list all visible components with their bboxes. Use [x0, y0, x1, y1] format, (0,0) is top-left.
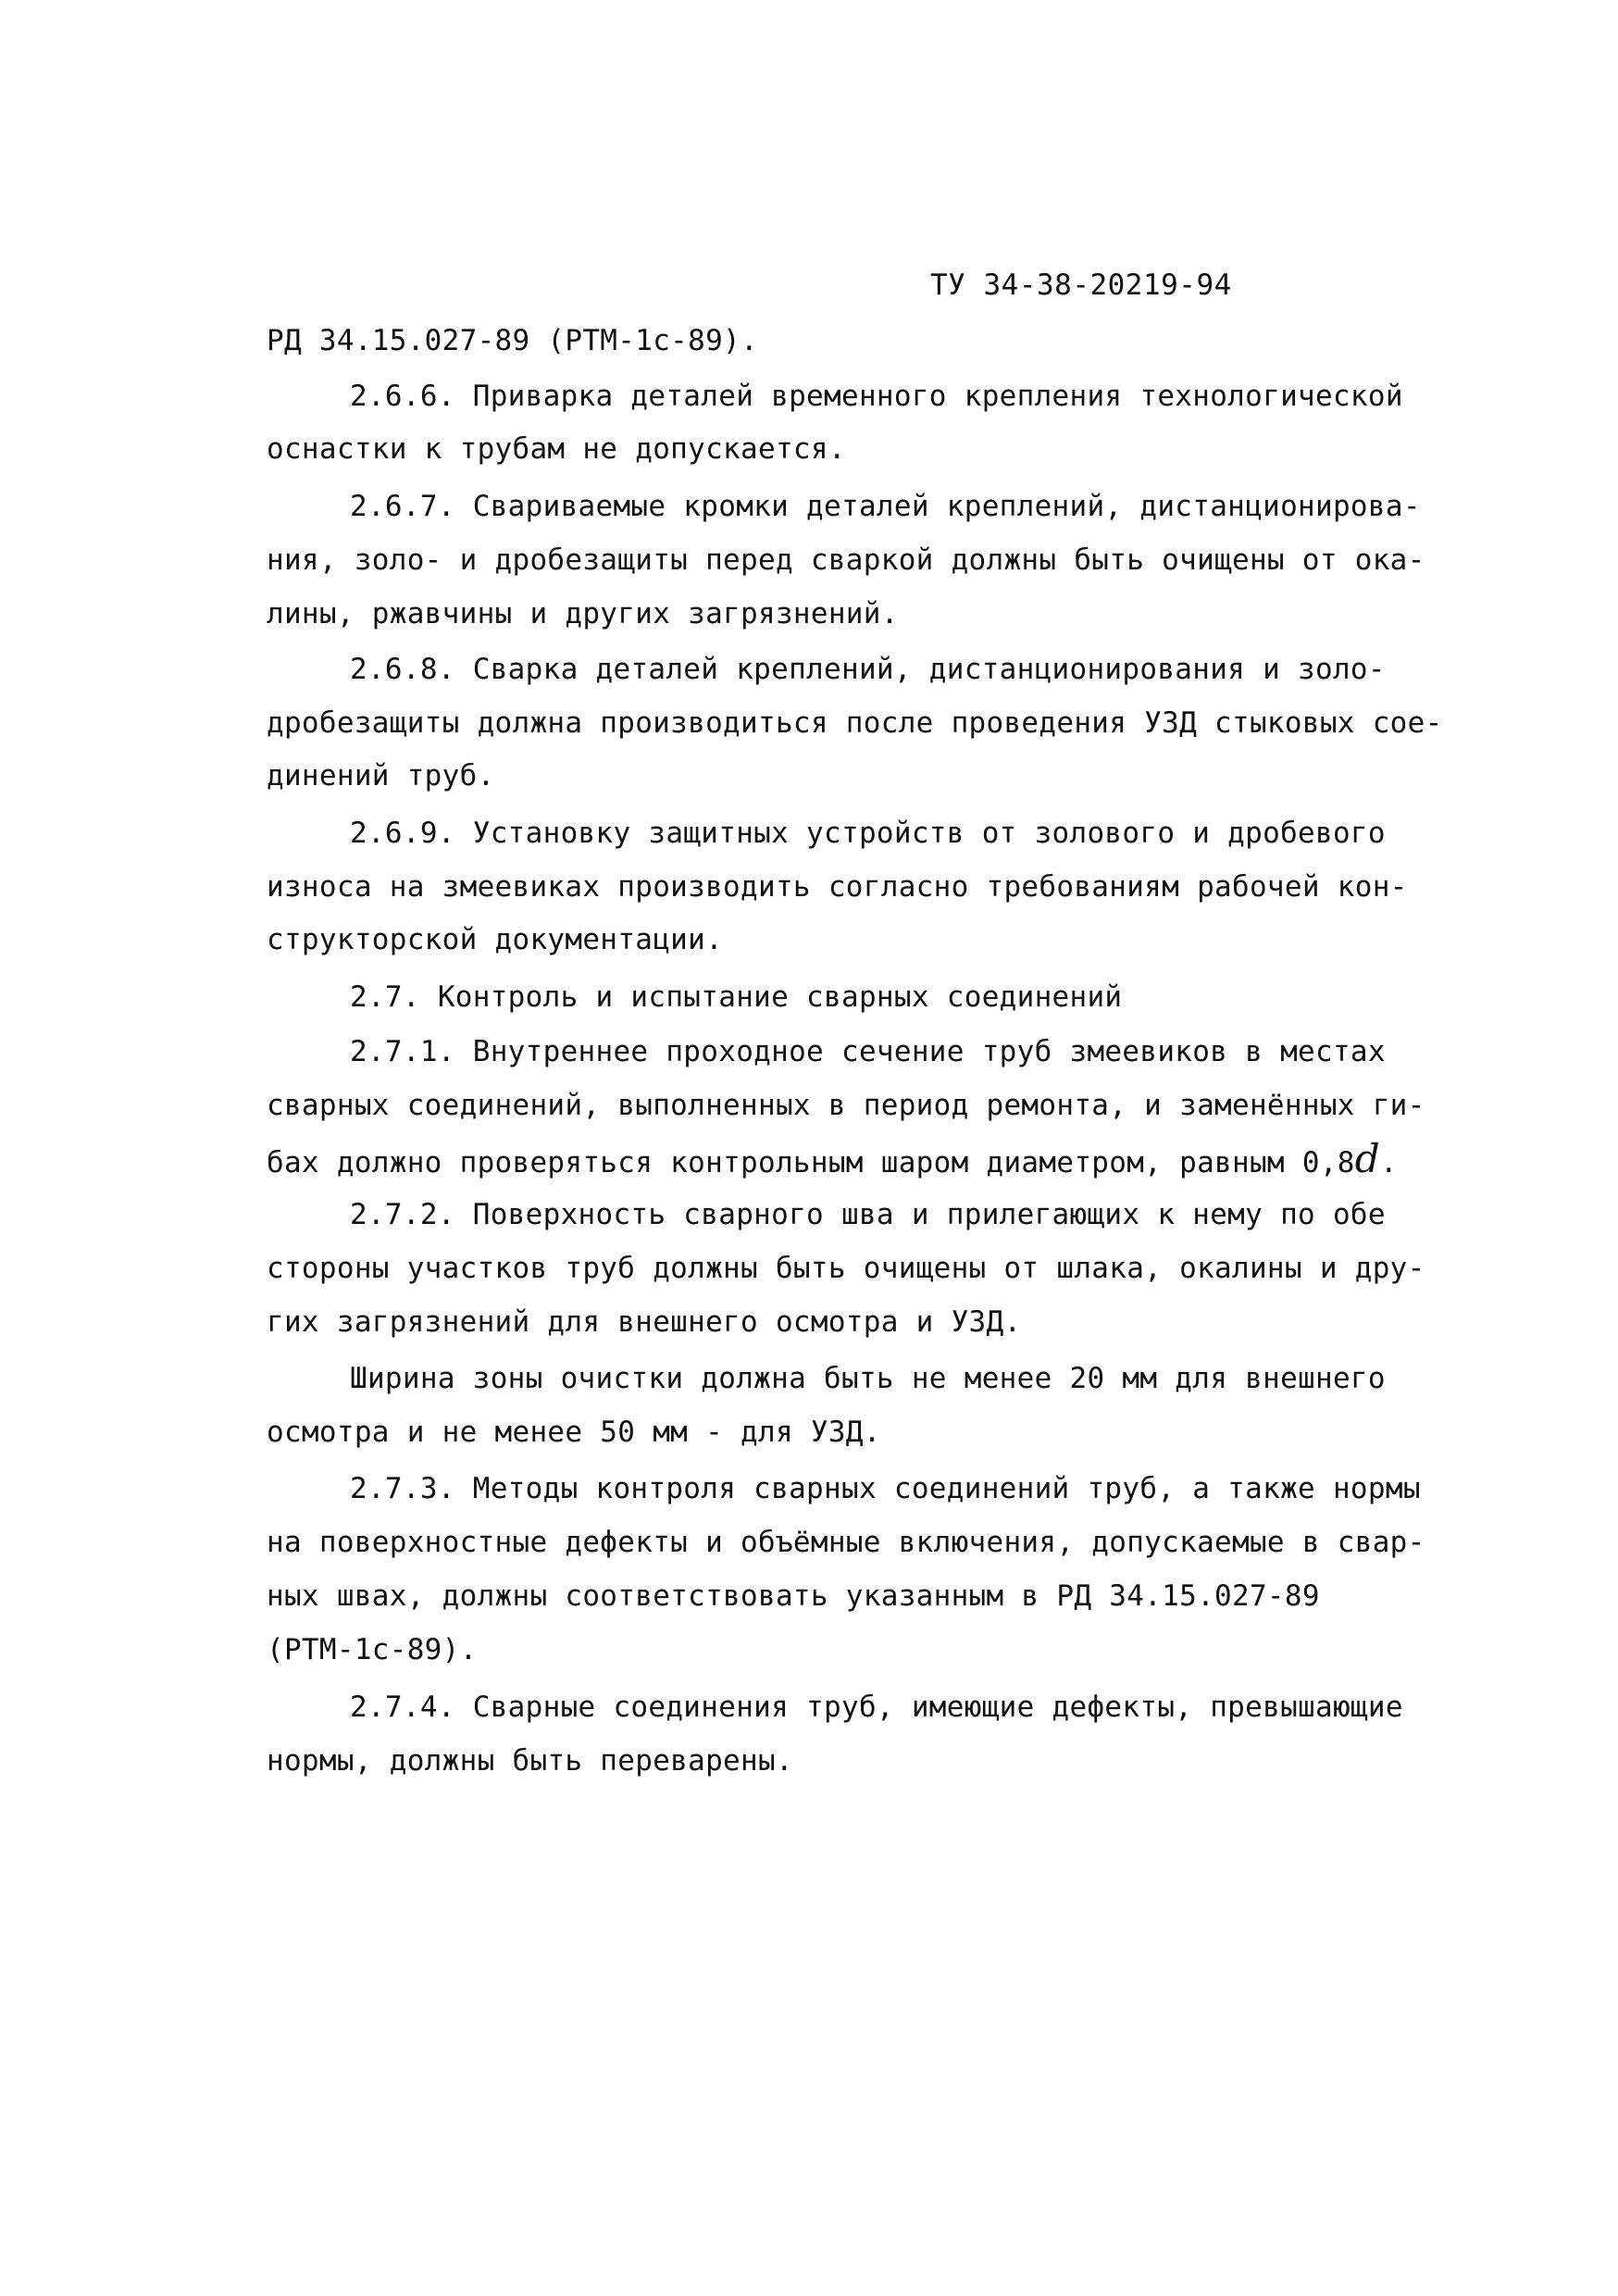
text-line: ния, золо- и дробезащиты перед сваркой должны быть очищены от ока- [267, 543, 1425, 577]
paragraph-2-6-6: 2.6.6. Приварка деталей временного крепления технологической [350, 380, 1403, 413]
text-line: износа на змеевиках производить согласно требованиям рабочей кон- [267, 870, 1408, 904]
period: . [1379, 1146, 1398, 1179]
text-line: ных швах, должны соответствовать указанным в РД 34.15.027-89 [267, 1579, 1320, 1613]
text-line: на поверхностные дефекты и объёмные включения, допускаемые в свар- [267, 1526, 1425, 1559]
text-line: структорской документации. [267, 923, 724, 956]
paragraph-2-7-3: 2.7.3. Методы контроля сварных соединений труб, а также нормы [350, 1472, 1421, 1505]
text-line: стороны участков труб должны быть очищены от шлака, окалины и дру- [267, 1252, 1425, 1285]
section-heading-2-7: 2.7. Контроль и испытание сварных соединений [350, 980, 1123, 1014]
paragraph-2-6-9: 2.6.9. Установку защитных устройств от золового и дробевого [350, 817, 1386, 850]
document-code-header: ТУ 34-38-20219-94 [930, 268, 1232, 302]
text-line: лины, ржавчины и других загрязнений. [267, 597, 899, 630]
diameter-symbol: d [1354, 1136, 1380, 1181]
paragraph-2-7-2: 2.7.2. Поверхность сварного шва и прилегающих к нему по обе [350, 1198, 1386, 1231]
text-line [267, 1136, 1398, 1181]
text-line: сварных соединений, выполненных в период ремонта, и заменённых ги- [267, 1089, 1425, 1122]
paragraph-2-7-4: 2.7.4. Сварные соединения труб, имеющие дефекты, превышающие [350, 1691, 1403, 1724]
text-line: осмотра и не менее 50 мм - для УЗД. [267, 1416, 881, 1449]
text-line-content: бах должно проверяться контрольным шаром диаметром, равным 0,8 [267, 1146, 1355, 1179]
paragraph-2-6-7: 2.6.7. Свариваемые кромки деталей креплений, дистанционирова- [350, 490, 1421, 523]
text-line: РД 34.15.027-89 (РТМ-1с-89). [267, 324, 758, 357]
text-line: нормы, должны быть переварены. [267, 1744, 793, 1778]
paragraph-cleaning-width: Ширина зоны очистки должна быть не менее 20 мм для внешнего [350, 1362, 1386, 1395]
text-line: оснастки к трубам не допускается. [267, 432, 846, 466]
paragraph-2-6-8: 2.6.8. Сварка деталей креплений, дистанционирования и золо- [350, 653, 1386, 686]
text-line: гих загрязнений для внешнего осмотра и УЗД. [267, 1305, 1022, 1339]
text-line: дробезащиты должна производиться после проведения УЗД стыковых сое- [267, 706, 1443, 740]
paragraph-2-7-1: 2.7.1. Внутреннее проходное сечение труб змеевиков в местах [350, 1035, 1386, 1068]
text-line: динений труб. [267, 759, 495, 792]
text-line: (РТМ-1с-89). [267, 1633, 478, 1666]
